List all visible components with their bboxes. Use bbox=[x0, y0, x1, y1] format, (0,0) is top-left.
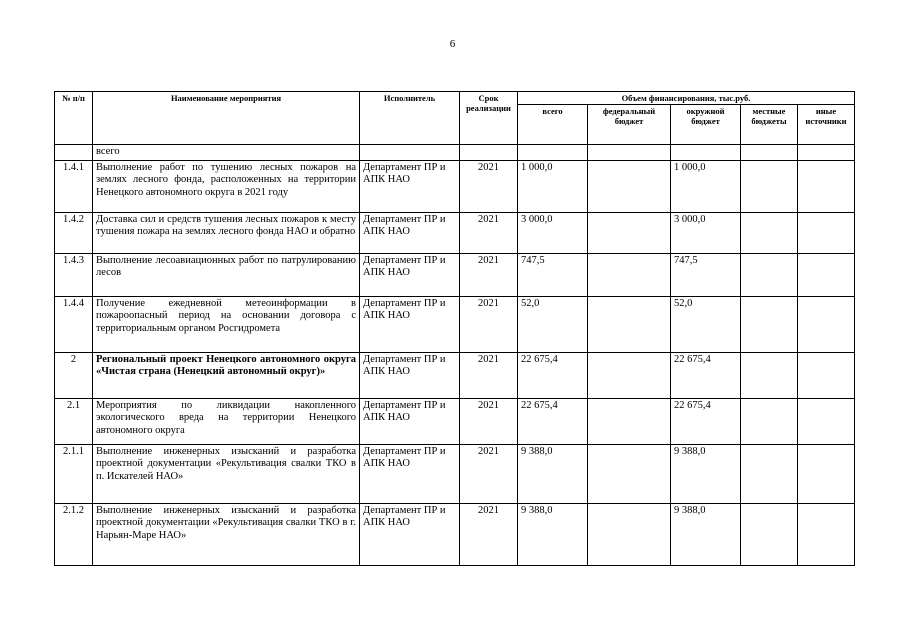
table-row bbox=[55, 253, 855, 296]
row-local bbox=[741, 352, 798, 398]
row-number: 2.1.1 bbox=[55, 444, 93, 503]
table-row bbox=[55, 352, 855, 398]
row-federal bbox=[588, 503, 671, 565]
row-executor: Департамент ПР и АПК НАО bbox=[360, 398, 460, 444]
row-local bbox=[741, 160, 798, 212]
table-body bbox=[55, 145, 855, 566]
row-other bbox=[798, 444, 855, 503]
funding-table bbox=[54, 91, 855, 566]
row-number: 2.1 bbox=[55, 398, 93, 444]
row-executor: Департамент ПР и АПК НАО bbox=[360, 296, 460, 352]
row-other bbox=[798, 212, 855, 253]
row-total: 3 000,0 bbox=[518, 212, 588, 253]
row-total: 1 000,0 bbox=[518, 160, 588, 212]
row-district: 22 675,4 bbox=[671, 352, 741, 398]
row-other bbox=[798, 398, 855, 444]
row-executor bbox=[360, 145, 460, 161]
row-year: 2021 bbox=[460, 503, 518, 565]
row-number: 2 bbox=[55, 352, 93, 398]
row-number: 1.4.4 bbox=[55, 296, 93, 352]
row-year: 2021 bbox=[460, 352, 518, 398]
row-local bbox=[741, 444, 798, 503]
row-local bbox=[741, 398, 798, 444]
row-district: 9 388,0 bbox=[671, 503, 741, 565]
row-other bbox=[798, 296, 855, 352]
row-year: 2021 bbox=[460, 160, 518, 212]
row-total: 9 388,0 bbox=[518, 503, 588, 565]
table-row bbox=[55, 398, 855, 444]
row-name: Получение ежедневной метеоинформации в пожароопасный период на основании договора с территориальным органом Росгидромета bbox=[93, 296, 360, 352]
row-local bbox=[741, 503, 798, 565]
table-row bbox=[55, 444, 855, 503]
row-number: 1.4.3 bbox=[55, 253, 93, 296]
header-other: иные источники bbox=[798, 105, 855, 145]
row-federal bbox=[588, 444, 671, 503]
page-number: 6 bbox=[449, 38, 456, 50]
row-name: Выполнение лесоавиационных работ по патрулированию лесов bbox=[93, 253, 360, 296]
row-name: Выполнение работ по тушению лесных пожаров на землях лесного фонда, расположенных на территории Ненецкого автономного округа в 2021 году bbox=[93, 160, 360, 212]
table-row bbox=[55, 212, 855, 253]
row-executor: Департамент ПР и АПК НАО bbox=[360, 253, 460, 296]
row-district: 1 000,0 bbox=[671, 160, 741, 212]
row-year: 2021 bbox=[460, 398, 518, 444]
row-total: 22 675,4 bbox=[518, 398, 588, 444]
row-name: Мероприятия по ликвидации накопленного экологического вреда на территории Ненецкого автономного округа bbox=[93, 398, 360, 444]
row-district bbox=[671, 145, 741, 161]
header-executor: Исполнитель bbox=[360, 92, 460, 145]
row-total bbox=[518, 145, 588, 161]
row-federal bbox=[588, 160, 671, 212]
row-number: 2.1.2 bbox=[55, 503, 93, 565]
table-row bbox=[55, 503, 855, 565]
row-year: 2021 bbox=[460, 212, 518, 253]
row-total: 22 675,4 bbox=[518, 352, 588, 398]
row-number bbox=[55, 145, 93, 161]
row-total: 747,5 bbox=[518, 253, 588, 296]
row-name: всего bbox=[93, 145, 360, 161]
header-name: Наименование мероприятия bbox=[93, 92, 360, 145]
row-federal bbox=[588, 296, 671, 352]
header-num: № п/п bbox=[55, 92, 93, 145]
row-other bbox=[798, 160, 855, 212]
row-other bbox=[798, 352, 855, 398]
row-district: 747,5 bbox=[671, 253, 741, 296]
row-executor: Департамент ПР и АПК НАО bbox=[360, 160, 460, 212]
row-district: 52,0 bbox=[671, 296, 741, 352]
table-row bbox=[55, 145, 855, 161]
row-year: 2021 bbox=[460, 296, 518, 352]
header-local: местные бюджеты bbox=[741, 105, 798, 145]
row-name: Выполнение инженерных изысканий и разработка проектной документации «Рекультивация свалки ТКО в г. Нарьян-Маре НАО» bbox=[93, 503, 360, 565]
row-federal bbox=[588, 212, 671, 253]
row-other bbox=[798, 253, 855, 296]
row-executor: Департамент ПР и АПК НАО bbox=[360, 212, 460, 253]
row-total: 52,0 bbox=[518, 296, 588, 352]
row-federal bbox=[588, 352, 671, 398]
row-year: 2021 bbox=[460, 253, 518, 296]
row-number: 1.4.1 bbox=[55, 160, 93, 212]
row-district: 22 675,4 bbox=[671, 398, 741, 444]
header-term: Срок реализации bbox=[460, 92, 518, 145]
header-federal: федеральный бюджет bbox=[588, 105, 671, 145]
table-row bbox=[55, 160, 855, 212]
header-funding: Объем финансирования, тыс.руб. bbox=[518, 92, 855, 105]
row-executor: Департамент ПР и АПК НАО bbox=[360, 444, 460, 503]
row-name: Доставка сил и средств тушения лесных пожаров к месту тушения пожара на землях лесного фонда НАО и обратно bbox=[93, 212, 360, 253]
row-federal bbox=[588, 145, 671, 161]
row-district: 3 000,0 bbox=[671, 212, 741, 253]
row-name: Выполнение инженерных изысканий и разработка проектной документации «Рекультивация свалки ТКО в п. Искателей НАО» bbox=[93, 444, 360, 503]
header-total: всего bbox=[518, 105, 588, 145]
row-number: 1.4.2 bbox=[55, 212, 93, 253]
row-federal bbox=[588, 253, 671, 296]
table-row bbox=[55, 296, 855, 352]
row-total: 9 388,0 bbox=[518, 444, 588, 503]
header-district: окружной бюджет bbox=[671, 105, 741, 145]
row-other bbox=[798, 145, 855, 161]
row-name: Региональный проект Ненецкого автономного округа «Чистая страна (Ненецкий автономный округ)» bbox=[93, 352, 360, 398]
row-federal bbox=[588, 398, 671, 444]
row-local bbox=[741, 145, 798, 161]
row-year bbox=[460, 145, 518, 161]
row-other bbox=[798, 503, 855, 565]
row-executor: Департамент ПР и АПК НАО bbox=[360, 352, 460, 398]
row-district: 9 388,0 bbox=[671, 444, 741, 503]
row-executor: Департамент ПР и АПК НАО bbox=[360, 503, 460, 565]
row-local bbox=[741, 253, 798, 296]
row-local bbox=[741, 296, 798, 352]
row-year: 2021 bbox=[460, 444, 518, 503]
row-local bbox=[741, 212, 798, 253]
